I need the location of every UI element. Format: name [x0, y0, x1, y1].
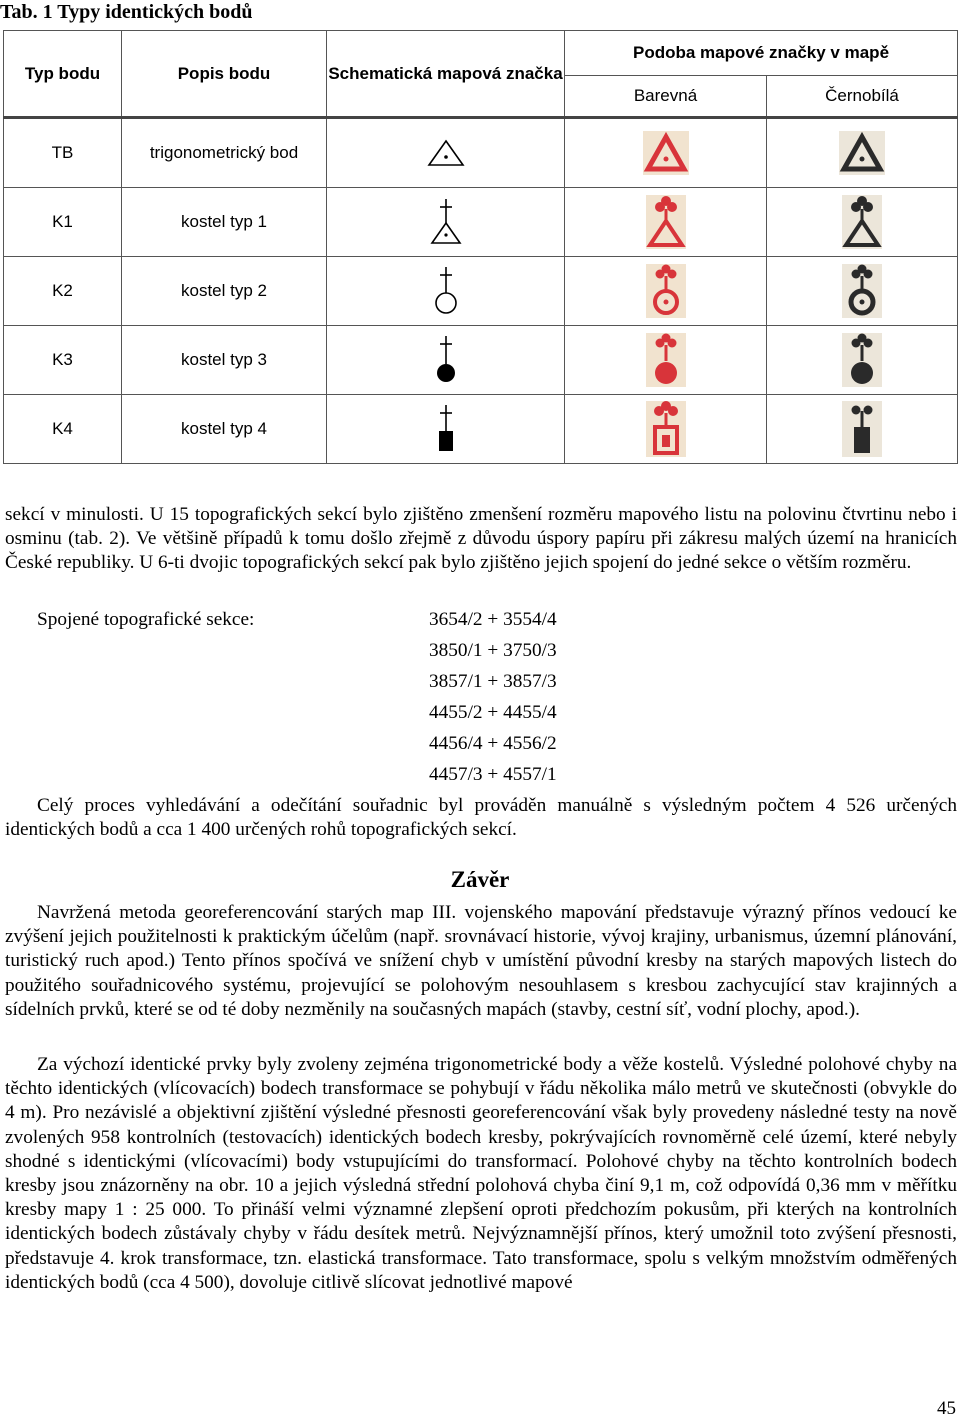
row-desc: kostel typ 3 — [122, 326, 327, 395]
bw-symbol — [767, 188, 958, 257]
row-code: K1 — [4, 188, 122, 257]
bw-symbol — [767, 395, 958, 464]
schematic-symbol — [327, 188, 565, 257]
triangle-color-icon — [643, 131, 689, 175]
table-caption: Tab. 1 Typy identických bodů — [0, 1, 253, 23]
color-symbol — [565, 257, 767, 326]
row-desc: trigonometrický bod — [122, 118, 327, 188]
header-type: Typ bodu — [4, 31, 122, 118]
header-bw: Černobílá — [767, 76, 958, 118]
list-item: 4457/3 + 4557/1 — [429, 764, 557, 785]
list-item: 4456/4 + 4556/2 — [429, 733, 557, 754]
church-type3-color-icon — [646, 333, 686, 387]
church-type4-bw-icon — [842, 401, 882, 457]
church-type2-bw-icon — [842, 264, 882, 318]
row-desc: kostel typ 1 — [122, 188, 327, 257]
color-symbol — [565, 118, 767, 188]
table-row — [4, 395, 958, 464]
bw-symbol — [767, 257, 958, 326]
joined-sections-list — [429, 604, 557, 790]
row-code: K4 — [4, 395, 122, 464]
paragraph-1: sekcí v minulosti. U 15 topografických sekcí bylo zjištěno zmenšení rozměru mapového listu na polovinu čtvrtinu nebo i osminu (tab. 2). Ve většině případů k tomu došlo zřejmě z důvodu úspory papíru při zákresu malých území na hranicích České republiky. U 6-ti dvojic topografických sekcí pak bylo zjištěno jejich spojení do jedné sekce o větším rozměru. — [5, 504, 957, 574]
color-symbol — [565, 188, 767, 257]
bw-symbol — [767, 118, 958, 188]
church-type3-symbol-icon — [431, 334, 461, 386]
row-desc: kostel typ 2 — [122, 257, 327, 326]
point-types-table — [3, 30, 958, 464]
bw-symbol — [767, 326, 958, 395]
section-heading: Závěr — [450, 867, 510, 892]
list-item: 3857/1 + 3857/3 — [429, 671, 557, 692]
schematic-symbol — [327, 326, 565, 395]
church-type3-bw-icon — [842, 333, 882, 387]
joined-sections-label: Spojené topografické sekce: — [37, 609, 255, 630]
triangle-symbol-icon — [426, 138, 466, 168]
church-type4-color-icon — [646, 401, 686, 457]
church-type4-symbol-icon — [431, 403, 461, 455]
schematic-symbol — [327, 257, 565, 326]
header-desc: Popis bodu — [122, 31, 327, 118]
table-row — [4, 326, 958, 395]
church-type2-symbol-icon — [431, 265, 461, 317]
list-item: 4455/2 + 4455/4 — [429, 702, 557, 723]
schematic-symbol — [327, 118, 565, 188]
list-item: 3850/1 + 3750/3 — [429, 640, 557, 661]
church-type1-symbol-icon — [429, 197, 463, 247]
church-type2-color-icon — [646, 264, 686, 318]
row-code: K2 — [4, 257, 122, 326]
page-number: 45 — [937, 1398, 956, 1419]
row-desc: kostel typ 4 — [122, 395, 327, 464]
church-type1-bw-icon — [842, 195, 882, 249]
row-code: K3 — [4, 326, 122, 395]
table-row — [4, 118, 958, 188]
color-symbol — [565, 395, 767, 464]
church-type1-color-icon — [646, 195, 686, 249]
color-symbol — [565, 326, 767, 395]
list-item: 3654/2 + 3554/4 — [429, 609, 557, 630]
row-code: TB — [4, 118, 122, 188]
triangle-bw-icon — [839, 131, 885, 175]
header-schematic: Schematická mapová značka — [327, 31, 565, 118]
header-color: Barevná — [565, 76, 767, 118]
header-appearance: Podoba mapové značky v mapě — [565, 31, 958, 76]
schematic-symbol — [327, 395, 565, 464]
paragraph-2: Celý proces vyhledávání a odečítání souřadnic byl prováděn manuálně s výsledným počtem 4 526 určených identických bodů a cca 1 400 určených rohů topografických sekcí. — [5, 795, 957, 841]
paragraph-3: Navržená metoda georeferencování starých map III. vojenského mapování představuje výrazný přínos vedoucí ke zvýšení jejich použitelnosti k praktickým účelům (např. srovnávací historie, vývoj krajiny, urbanismus, územní plánování, turistický ruch apod.) Tento přínos spočívá ve snížení chyb v umístění původní kresby na starých mapových listech do použitého souřadnicového systému, projevující se polohovým nesouhlasem s kresbou zachycující stav krajinných a sídelních prvků, které se od té doby nezměnily na současných mapách (stavby, cestní síť, vodní plochy, apod.). — [5, 902, 957, 1020]
table-row — [4, 257, 958, 326]
table-row — [4, 188, 958, 257]
paragraph-4: Za výchozí identické prvky byly zvoleny zejména trigonometrické body a věže kostelů. Výsledné polohové chyby na těchto identických (vlícovacích) bodech transformace se pohybují v řádu několika málo metrů ve skutečnosti (obvykle do 4 m). Pro nezávislé a objektivní zjištění výsledné přesnosti georeferencování však byly provedeny následné testy na nově zvolených 958 kontrolních (testovacích) identických bodech kresby, pokrývajících rovnoměrně celé území, které nebyly shodné s identickými (vlícovacími) body vstupujícími do transformací. Polohové chyby na těchto kontrolních bodech kresby jsou znázorněny na obr. 10 a jejich výsledná střední polohová chyba činí 9,1 m, což odpovídá 0,36 mm v měřítku kresby mapy 1 : 25 000. To přináší velmi významné zlepšení oproti předchozím pokusům, při kterých na kontrolních identických bodech zůstávaly chyby v řádu desítek metrů. Nejvýznamnější přínos, který umožnil toto zvýšení přesnosti, představuje 4. krok transformace, tzn. elastická transformace. Tato transformace, spolu s velkým množstvím odměřených identických bodů (cca 4 500), dovoluje citlivě slícovat jednotlivé mapové — [5, 1054, 957, 1293]
